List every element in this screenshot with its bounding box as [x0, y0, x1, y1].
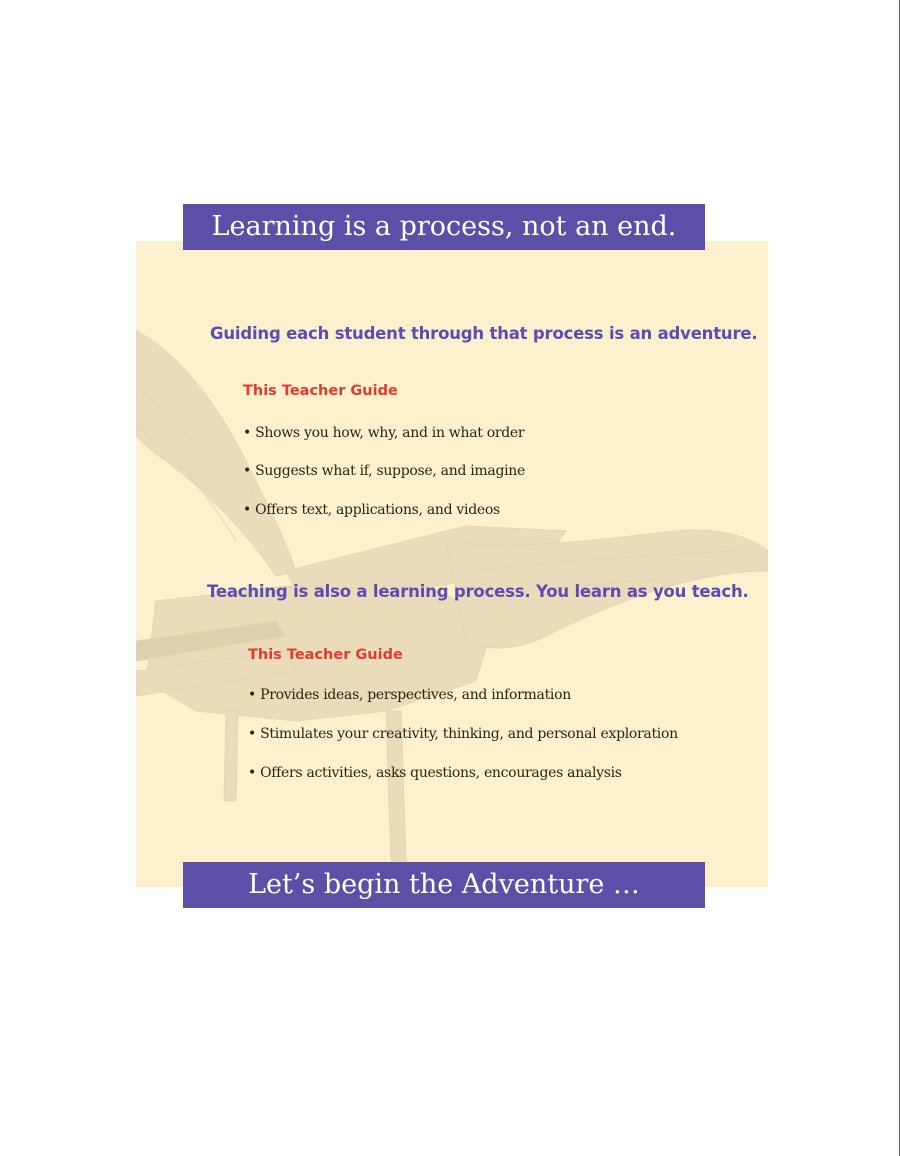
section1-bullet-2: • Suggests what if, suppose, and imagine [243, 463, 525, 479]
section2-label: This Teacher Guide [248, 647, 403, 663]
section1-bullet-1: • Shows you how, why, and in what order [243, 425, 525, 441]
top-banner: Learning is a process, not an end. [183, 204, 705, 250]
section1-headline: Guiding each student through that process is an adventure. [210, 324, 758, 343]
section1-label: This Teacher Guide [243, 383, 398, 399]
section2-bullet-3: • Offers activities, asks questions, encourages analysis [248, 765, 622, 781]
bottom-banner: Let’s begin the Adventure … [183, 862, 705, 908]
section2-bullet-2: • Stimulates your creativity, thinking, and personal exploration [248, 726, 678, 742]
section2-bullet-1: • Provides ideas, perspectives, and information [248, 687, 571, 703]
section1-bullet-3: • Offers text, applications, and videos [243, 502, 500, 518]
section2-headline: Teaching is also a learning process. You learn as you teach. [207, 582, 749, 601]
